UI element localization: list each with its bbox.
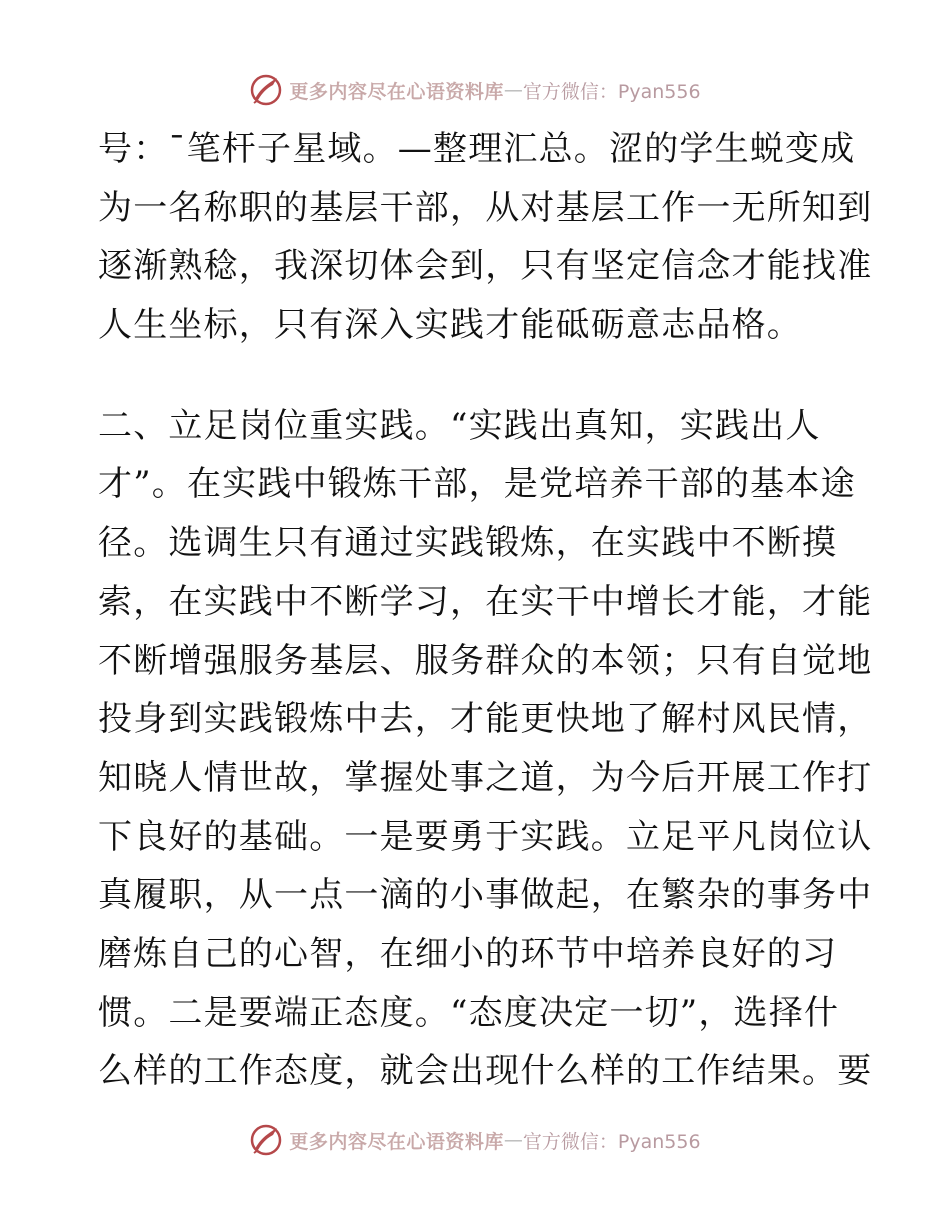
footer-separator: — [503,1129,523,1151]
text-line: 知晓人情世故，掌握处事之道，为今后开展工作打 [98,757,873,798]
header-separator: — [503,79,523,101]
text-line: 人生坐标，只有深入实践才能砥砺意志品格。 [98,305,802,346]
header-slogan: 更多内容尽在心语资料库 [289,80,504,103]
footer-banner [0,1120,950,1160]
paragraph-gap [98,355,858,397]
footer-slogan: 更多内容尽在心语资料库 [289,1130,504,1153]
text-line: 惯。二是要端正态度。“态度决定一切”，选择什 [98,992,840,1033]
pen-logo-icon [249,73,283,107]
header-contact: 官方微信：Pyan556 [522,80,701,103]
text-line: 号：¯笔杆子星域。—整理汇总。涩的学生蜕变成 [98,129,856,169]
text-line: 么样的工作态度，就会出现什么样的工作结果。要 [98,1051,873,1092]
header-banner [0,70,950,110]
text-line: 为一名称职的基层干部，从对基层工作一无所知到 [98,187,873,228]
pen-logo-icon [249,1123,283,1157]
text-line: 索，在实践中不断学习，在实干中增长才能，才能 [98,581,873,622]
text-line: 真履职，从一点一滴的小事做起，在繁杂的事务中 [98,875,873,916]
footer-contact: 官方微信：Pyan556 [522,1130,701,1153]
text-line: 逐渐熟稔，我深切体会到，只有坚定信念才能找准 [98,246,873,287]
text-line: 不断增强服务基层、服务群众的本领；只有自觉地 [98,640,873,681]
text-line: 磨炼自己的心智，在细小的环节中培养良好的习 [98,933,838,974]
text-line: 投身到实践锻炼中去，才能更快地了解村风民情， [98,699,873,740]
text-line: 下良好的基础。一是要勇于实践。立足平凡岗位认 [98,816,873,857]
document-body [98,120,873,1101]
text-line: 才”。在实践中锻炼干部，是党培养干部的基本途 [98,464,856,505]
text-line: 径。选调生只有通过实践锻炼，在实践中不断摸 [98,523,838,564]
text-line: 二、立足岗位重实践。“实践出真知，实践出人 [98,405,821,446]
